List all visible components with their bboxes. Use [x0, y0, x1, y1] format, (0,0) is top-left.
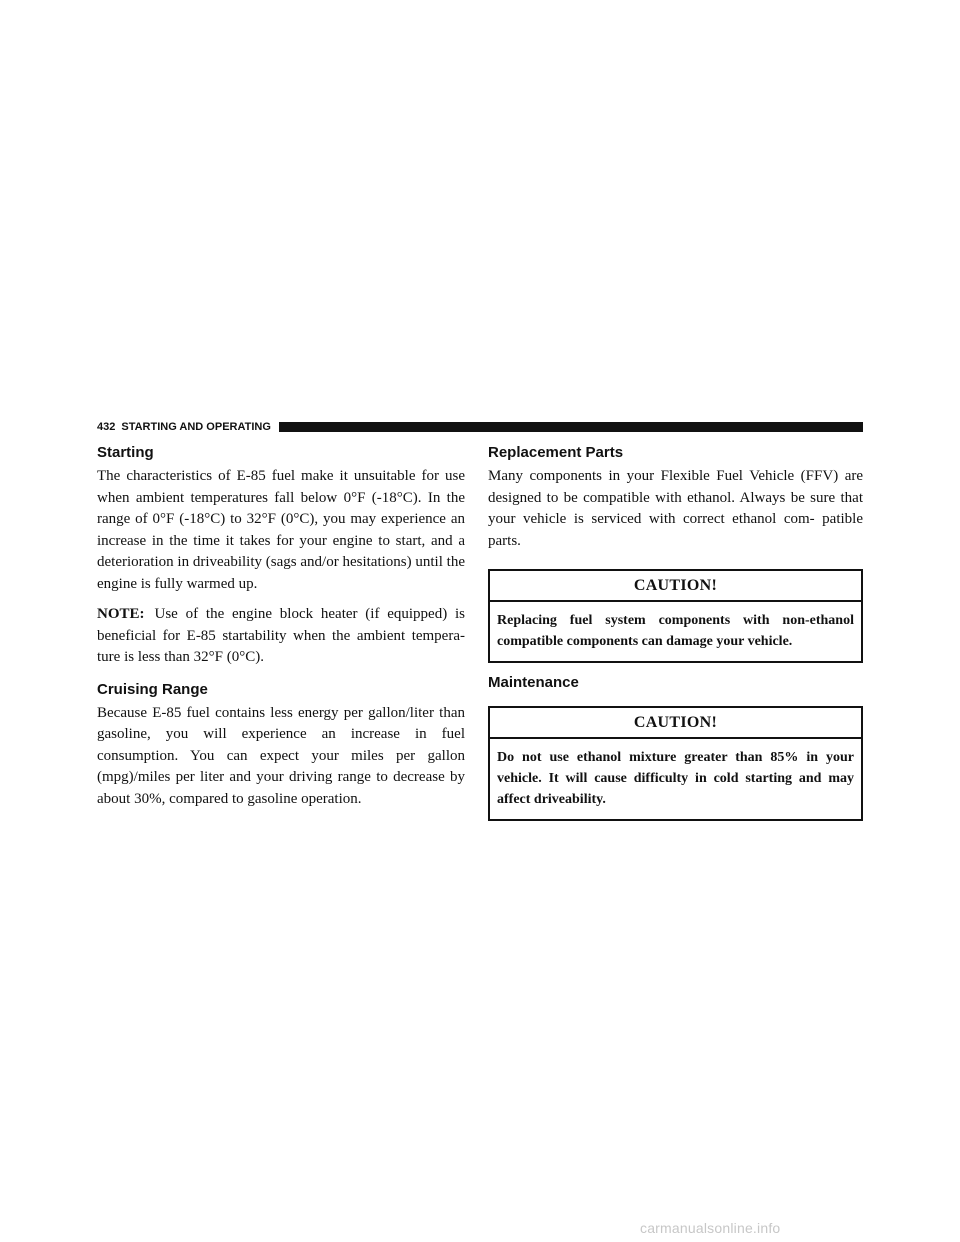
cruising-range-heading: Cruising Range: [97, 680, 208, 698]
starting-paragraph: The characteristics of E-85 fuel make it unsuitable for use when ambient temperatures fall below 0°F (-18°C). In the range of 0°F (-18°C) to 32°F (0°C), you may experience an increase in the time it takes for your engine to start, and a deterioration in driveability (sags and/or hesitations) until the engine is fully warmed up.: [97, 468, 465, 592]
caution-box-replacement: [488, 569, 863, 663]
caution-title: CAUTION!: [490, 708, 861, 739]
replacement-parts-paragraph: Many components in your Flexible Fuel Vehicle (FFV) are designed to be compatible with ethanol. Always be sure that your vehicle is serviced with correct ethanol com- patible parts.: [488, 468, 863, 549]
section-title: STARTING AND OPERATING: [121, 421, 271, 433]
watermark: carmanualsonline.info: [640, 1220, 781, 1236]
replacement-parts-heading: Replacement Parts: [488, 444, 624, 461]
caution-box-maintenance: [488, 706, 863, 821]
note-label: NOTE:: [97, 606, 145, 622]
maintenance-heading: Maintenance: [488, 674, 579, 691]
cruising-range-paragraph: Because E-85 fuel contains less energy per gallon/liter than gasoline, you will experience an increase in fuel consumption. You can expect your miles per gallon (mpg)/miles per liter and your driving range to decrease by about 30%, compared to gasoline operation.: [97, 704, 465, 807]
caution-text: Do not use ethanol mixture greater than 85% in your vehicle. It will cause difficulty in cold starting and may affect driveability.: [497, 750, 854, 807]
note-paragraph: [97, 604, 465, 669]
caution-text: Replacing fuel system components with non-ethanol compatible components can damage your vehicle.: [497, 613, 854, 649]
starting-heading: Starting: [97, 444, 154, 461]
left-column: [97, 444, 465, 810]
page-header: [97, 421, 863, 433]
right-column: [488, 444, 863, 821]
header-rule: [279, 422, 863, 432]
caution-title: CAUTION!: [490, 571, 861, 602]
page-number: 432: [97, 421, 116, 433]
note-text: Use of the engine block heater (if equipped) is beneficial for E-85 startability when the ambient tempera- ture is less than 32°F (0°C).: [97, 606, 465, 665]
